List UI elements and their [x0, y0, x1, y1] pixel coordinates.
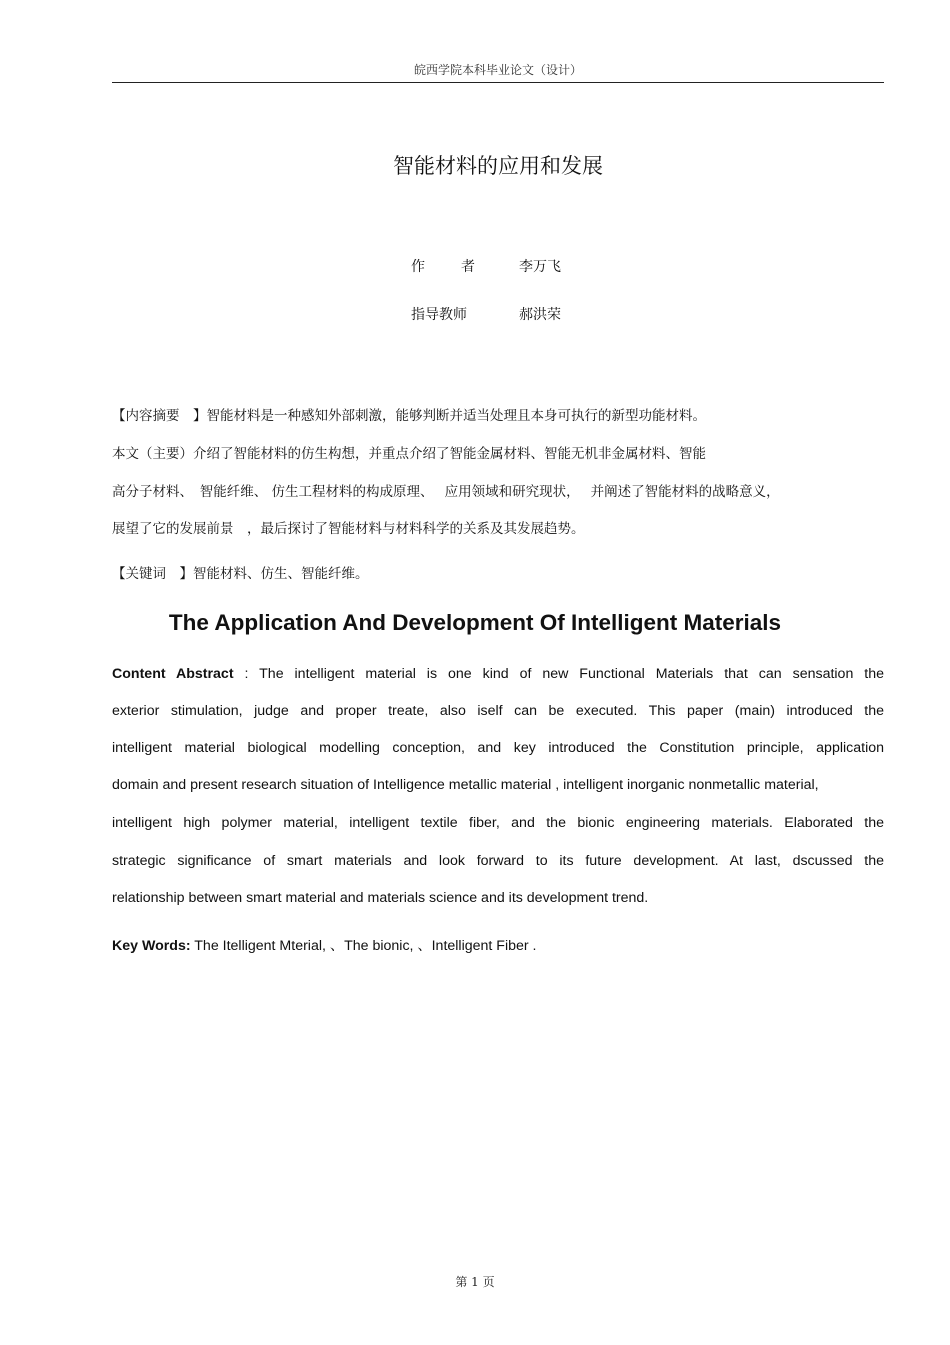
- keywords-cn-text: 智能材料、仿生、智能纤维。: [193, 566, 369, 582]
- abstract-en-separator: :: [233, 666, 260, 682]
- abstract-en-label: Content Abstract: [112, 666, 234, 682]
- advisor-label: 指导教师: [411, 307, 467, 323]
- abstract-en-line-2: exterior stimulation, judge and proper treate, also iself can be executed. This paper (main) introduced the: [112, 703, 884, 719]
- abstract-en-text-1: The intelligent material is one kind of new Functional Materials that can sensation the: [259, 666, 885, 682]
- abstract-en-line-6: strategic significance of smart materials and look forward to its future development. At last, dscussed the: [112, 853, 884, 869]
- abstract-cn-line-4: 展望了它的发展前景 ，最后探讨了智能材料与材料科学的关系及其发展趋势。: [112, 521, 585, 537]
- chinese-title: 智能材料的应用和发展: [393, 154, 603, 178]
- abstract-cn-label: 【内容摘要 】: [112, 408, 207, 424]
- author-label-char-2: 者: [461, 259, 475, 275]
- abstract-cn-line-1: [112, 404, 884, 424]
- author-label-char-1: 作: [411, 259, 425, 275]
- abstract-cn-line-2: 本文（主要）介绍了智能材料的仿生构想，并重点介绍了智能金属材料、智能无机非金属材料、智能: [112, 446, 706, 462]
- abstract-en-line-3: intelligent material biological modelling conception, and key introduced the Constitution principle, application: [112, 740, 884, 756]
- header-rule: [112, 82, 884, 83]
- english-title: The Application And Development Of Intelligent Materials: [168, 610, 782, 635]
- abstract-cn-text-1: 智能材料是一种感知外部刺激，能够判断并适当处理且本身可执行的新型功能材料。: [206, 408, 706, 424]
- keywords-en-text: The Itelligent Mterial, 、The bionic, 、Intelligent Fiber .: [190, 938, 537, 954]
- keywords-cn-label: 【关键词 】: [112, 566, 193, 582]
- advisor-name: 郝洪荣: [519, 307, 561, 323]
- keywords-cn: [112, 562, 884, 582]
- abstract-en-line-1: [112, 666, 884, 682]
- abstract-cn-line-3: 高分子材料、 智能纤维、 仿生工程材料的构成原理、 应用领域和研究现状， 并阐述了智能材料的战略意义，: [112, 484, 780, 500]
- abstract-en-line-7: relationship between smart material and materials science and its development trend.: [112, 890, 649, 906]
- abstract-en-line-5: intelligent high polymer material, intelligent textile fiber, and the bionic engineering materials. Elaborated the: [112, 815, 884, 831]
- author-name: 李万飞: [519, 259, 561, 275]
- keywords-en: [112, 935, 884, 955]
- page-header: 皖西学院本科毕业论文（设计）: [413, 63, 582, 77]
- abstract-en-line-4: domain and present research situation of Intelligence metallic material , intelligent inorganic nonmetallic material,: [112, 777, 819, 793]
- page-number: 第 1 页: [455, 1275, 495, 1289]
- keywords-en-label: Key Words:: [112, 938, 191, 954]
